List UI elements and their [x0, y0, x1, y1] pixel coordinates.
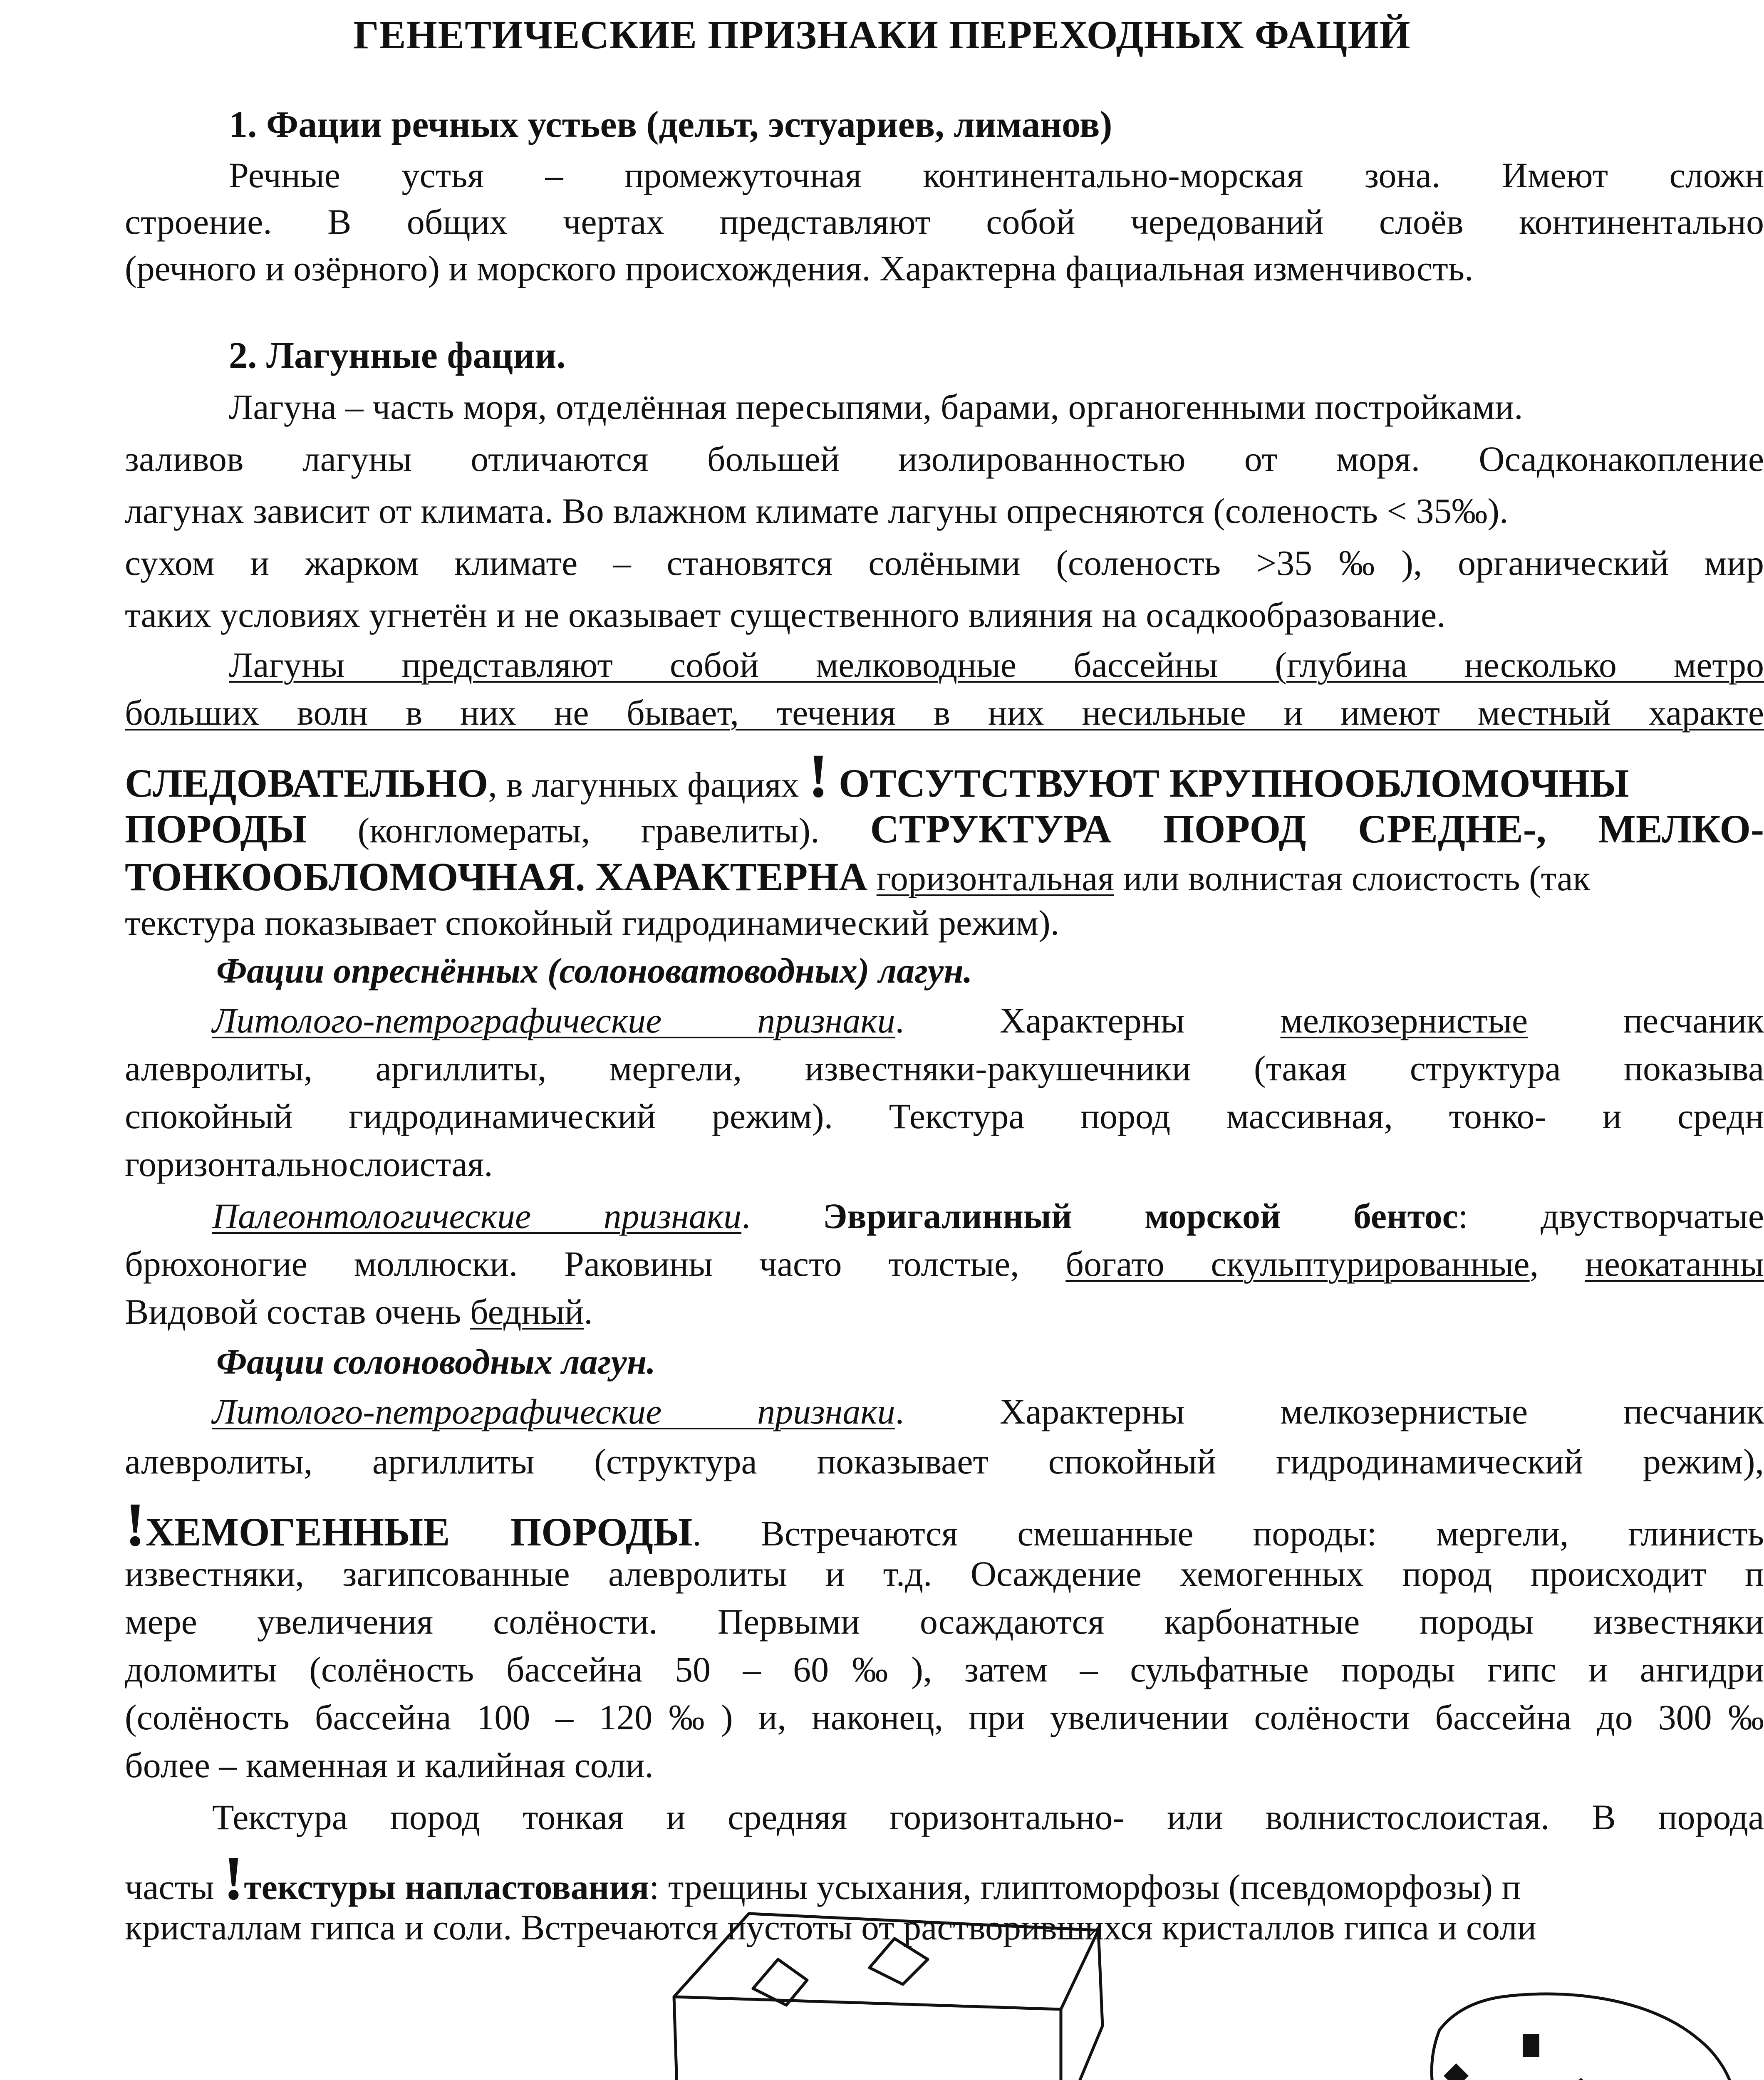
- exclamation-mark: !: [125, 1490, 146, 1559]
- exclamation-mark: !: [223, 1844, 244, 1913]
- section2-line-3: лагунах зависит от климата. Во влажном климате лагуны опресняются (соленость < 35‰).: [125, 491, 1509, 531]
- conclusion-text-3: или волнистая слоистость (так: [1114, 858, 1591, 898]
- salt-lit-line-1: [212, 1394, 1764, 1429]
- page-title: ГЕНЕТИЧЕСКИЕ ПРИЗНАКИ ПЕРЕХОДНЫХ ФАЦИЙ: [353, 12, 1411, 57]
- fresh-lagoon-heading: Фации опреснённых (солоноватоводных) лагун.: [216, 951, 973, 990]
- section2-line-1: Лагуна – часть моря, отделённая пересыпями, барами, органогенными постройками.: [229, 387, 1523, 427]
- salt-lit-text-a: . Характерны мелкозернистые песчаник: [895, 1392, 1764, 1431]
- chemogenic-rocks: ХЕМОГЕННЫЕ ПОРОДЫ: [145, 1510, 693, 1554]
- fresh-pal-line-2: [125, 1246, 1764, 1282]
- fresh-pal-text-a: .: [741, 1196, 823, 1236]
- gypsum-slab-figure: [33, 2055, 624, 2080]
- texture-text-a: часты: [125, 1867, 223, 1907]
- conclusion-line-3: [125, 854, 1591, 899]
- bedding-textures: текстуры напластования: [244, 1867, 649, 1907]
- salt-lit-line-2: алевролиты, аргиллиты (структура показывает спокойный гидродинамический режим),: [125, 1441, 1764, 1481]
- conclusion-line-2: [125, 809, 1764, 849]
- fresh-lit-label: Литолого-петрографические признаки: [212, 1000, 895, 1040]
- salt-line-3: [125, 1490, 1764, 1559]
- salt-block-figure: [666, 1901, 1115, 2080]
- conclusion-structure: СТРУКТУРА ПОРОД СРЕДНЕ-, МЕЛКО-: [870, 807, 1764, 851]
- texture-line-1: Текстура пород тонкая и средняя горизонтально- или волнистослоистая. В порода: [212, 1797, 1764, 1837]
- texture-line-3: кристаллам гипса и соли. Встречаются пустоты от растворившихся кристаллов гипса и соли: [125, 1907, 1536, 1947]
- fresh-pal-bold: Эвригалинный морской бентос: [823, 1196, 1458, 1236]
- salt-line-8: более – каменная и калийная соли.: [125, 1745, 654, 1785]
- fresh-lit-line-2: алевролиты, аргиллиты, мергели, известняки-ракушечники (такая структура показыва: [125, 1048, 1764, 1088]
- conclusion-text-2: (конгломераты, гравелиты).: [307, 810, 870, 850]
- conclusion-caps-1: СЛЕДОВАТЕЛЬНО: [125, 761, 488, 805]
- section2-line-4: сухом и жарком климате – становятся солёными (соленость >35‰), органический мир: [125, 543, 1764, 583]
- section2-underlined-line-2: больших волн в них не бывает, течения в них несильные и имеют местный характе: [125, 693, 1764, 733]
- fresh-lit-line-3: спокойный гидродинамический режим). Текстура пород массивная, тонко- и средн: [125, 1096, 1764, 1136]
- fresh-pal-text-3b: .: [584, 1292, 593, 1332]
- conclusion-rocks: ПОРОДЫ: [125, 807, 307, 851]
- fresh-pal-label: Палеонтологические признаки: [212, 1196, 742, 1236]
- salt-line-7: (солёность бассейна 100 – 120‰) и, наконец, при увеличении солёности бассейна до 300‰: [125, 1697, 1764, 1737]
- fresh-lit-line-1: [212, 1000, 1764, 1040]
- fresh-lit-underlined: мелкозернистые: [1280, 1000, 1528, 1040]
- texture-text-c: : трещины усыхания, глиптоморфозы (псевдоморфозы) п: [649, 1867, 1521, 1907]
- salt-line-4: известняки, загипсованные алевролиты и т.д. Осаждение хемогенных пород происходит п: [125, 1554, 1764, 1594]
- conclusion-underlined-word: горизонтальная: [876, 858, 1114, 898]
- fresh-pal-underlined-1: богато скульптурированные: [1065, 1244, 1530, 1284]
- section2-heading: 2. Лагунные фации.: [229, 335, 566, 376]
- conclusion-caps-3: ТОНКООБЛОМОЧНАЯ. ХАРАКТЕРНА: [125, 854, 868, 899]
- conclusion-line-4: текстура показывает спокойный гидродинамический режим).: [125, 903, 1060, 943]
- fresh-pal-line-3: [125, 1294, 593, 1330]
- section1-heading: 1. Фации речных устьев (дельт, эстуариев, лиманов): [229, 104, 1112, 145]
- salt-lit-label: Литолого-петрографические признаки: [212, 1392, 895, 1431]
- section1-line-2: строение. В общих чертах представляют собой чередований слоёв континентально: [125, 202, 1764, 242]
- section2-underlined-line-1: Лагуны представляют собой мелководные бассейны (глубина несколько метро: [229, 645, 1764, 685]
- fresh-pal-text-2b: ,: [1529, 1244, 1585, 1284]
- conclusion-caps-2: ОТСУТСТВУЮТ КРУПНООБЛОМОЧНЫ: [828, 761, 1629, 805]
- texture-line-2: [125, 1844, 1521, 1913]
- fresh-lit-text-b: песчаник: [1528, 1000, 1764, 1040]
- section2-line-2: заливов лагуны отличаются большей изолированностью от моря. Осадконакопление: [125, 439, 1764, 479]
- salt-line-5: мере увеличения солёности. Первыми осаждаются карбонатные породы известняки: [125, 1602, 1764, 1642]
- fresh-lit-line-4: горизонтальнослоистая.: [125, 1144, 493, 1184]
- fresh-pal-text-3a: Видовой состав очень: [125, 1292, 471, 1332]
- conclusion-line-1: [125, 741, 1629, 810]
- fresh-pal-line-1: [212, 1198, 1764, 1234]
- exclamation-mark: !: [808, 741, 829, 810]
- fresh-pal-underlined-3: бедный: [470, 1292, 584, 1332]
- salt-line-6: доломиты (солёность бассейна 50 – 60‰), затем – сульфатные породы гипс и ангидри: [125, 1649, 1764, 1689]
- fresh-pal-text-2a: брюхоногие моллюски. Раковины часто толстые,: [125, 1244, 1066, 1284]
- section1-line-1: Речные устья – промежуточная континентально-морская зона. Имеют сложн: [229, 155, 1764, 195]
- section1-line-3: (речного и озёрного) и морского происхождения. Характерна фациальная изменчивость.: [125, 248, 1474, 288]
- fresh-pal-underlined-2: неокатанны: [1585, 1244, 1764, 1284]
- salt-text-3: . Встречаются смешанные породы: мергели, глинисть: [692, 1513, 1764, 1553]
- salt-lagoon-heading: Фации солоноводных лагун.: [216, 1342, 656, 1382]
- conclusion-text-1: , в лагунных фациях: [488, 765, 808, 805]
- fresh-pal-text-c: : двустворчатые: [1458, 1196, 1764, 1236]
- fresh-lit-text-a: . Характерны: [895, 1000, 1281, 1040]
- section2-line-5: таких условиях угнетён и не оказывает существенного влияния на осадкообразование.: [125, 595, 1446, 635]
- salt-voids-figure: [1406, 1980, 1747, 2080]
